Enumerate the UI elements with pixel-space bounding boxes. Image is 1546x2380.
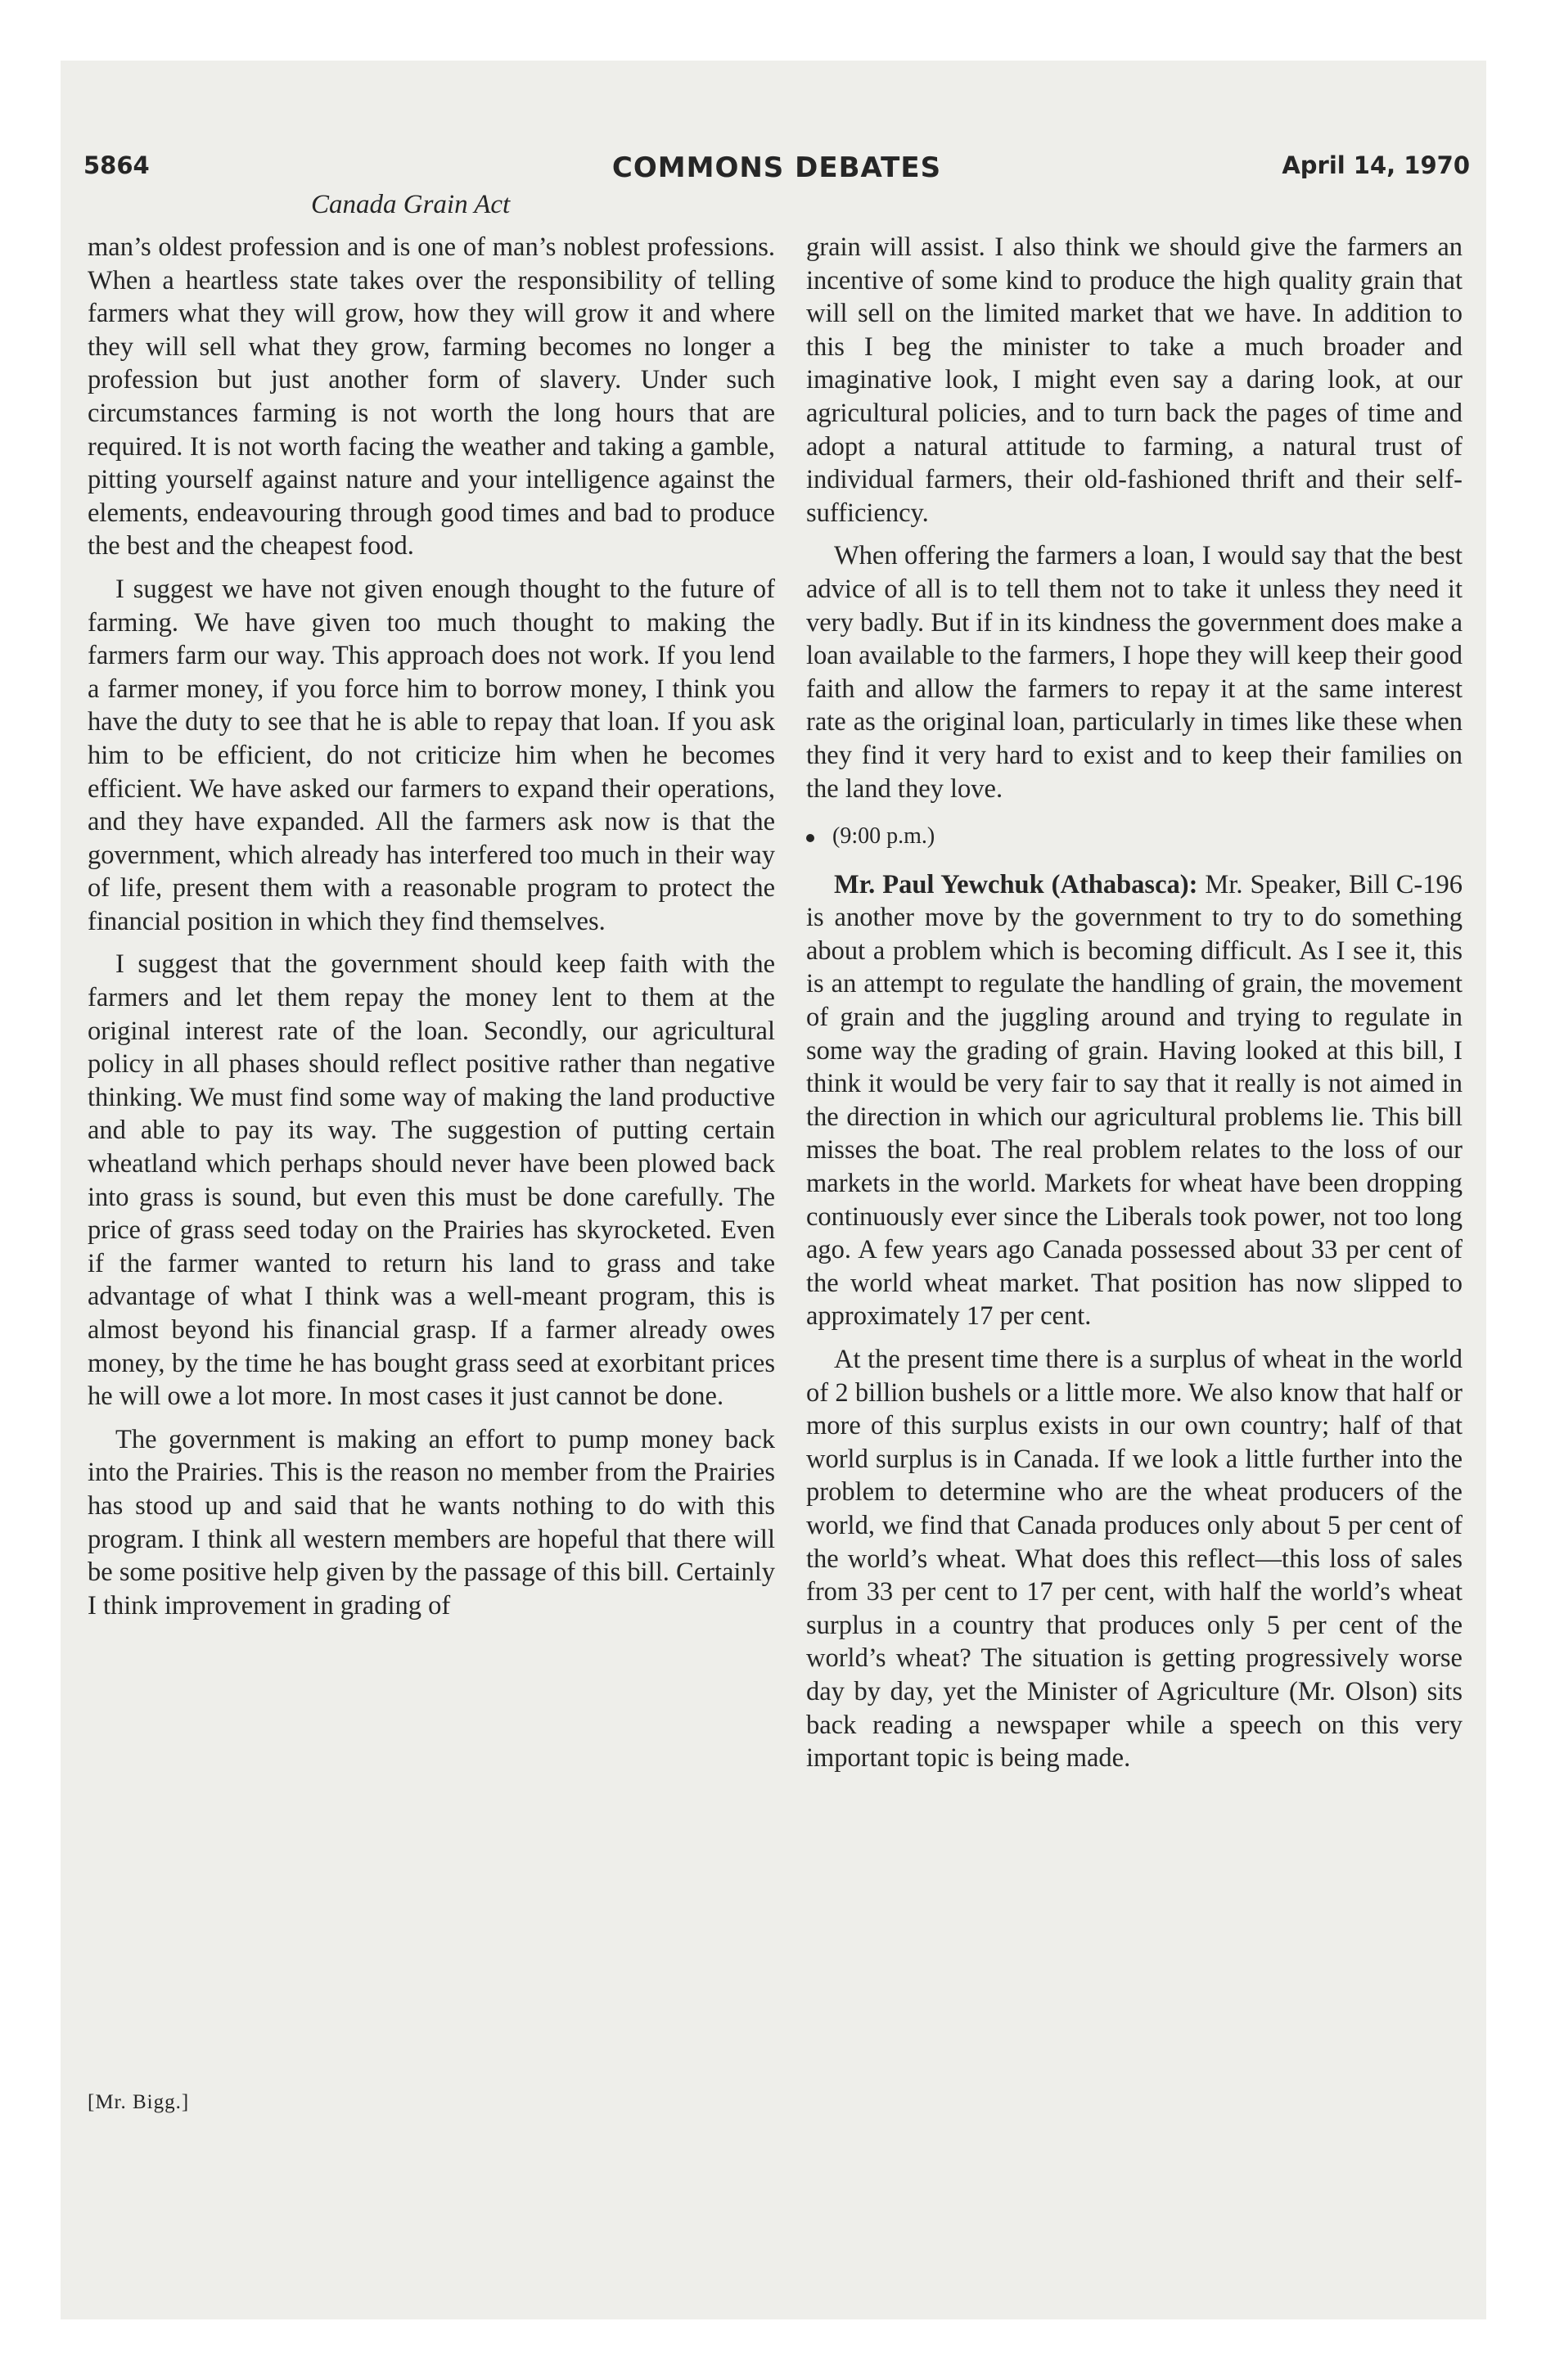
bullet-icon [806, 834, 814, 842]
section-title: Canada Grain Act [311, 190, 511, 219]
time-stamp [806, 820, 1463, 854]
paragraph: When offering the farmers a loan, I would say that the best advice of all is to tell them not to take it unless they need it very badly. But if in its kindness the government does make a loan available to the farmers, I hope they will keep their good faith and allow the farmers to repay it at the same interest rate as the original loan, particularly in times like these when they find it very hard to exist and to keep their families on the land they love. [806, 541, 1463, 804]
paragraph: I suggest that the government should keep faith with the farmers and let them repay the money lent to them at the original interest rate of the loan. Secondly, our agricultural policy in all phases should reflect positive rather than negative thinking. We must find some way of making the land productive and able to pay its way. The suggestion of putting certain wheatland which perhaps should never have been plowed back into grass is sound, but even this must be done carefully. The price of grass seed today on the Prairies has skyrocketed. Even if the farmer wanted to return his land to grass and take advantage of what I think was a well-meant program, this is almost beyond his financial grasp. If a farmer already owes money, by the time he has bought grass seed at exorbitant prices he will owe a lot more. In most cases it just cannot be done. [88, 949, 775, 1412]
paragraph: I suggest we have not given enough thought to the future of farming. We have given too much thought to making the farmers farm our way. This approach does not work. If you lend a farmer money, if you force him to borrow money, I think you have the duty to see that he is able to repay that loan. If you ask him to be efficient, do not criticize him when he becomes efficient. We have asked our farmers to expand their operations, and they have expanded. All the farmers ask now is that the government, which already has interfered too much in their way of life, present them with a reasonable program to protect the financial position in which they find themselves. [88, 574, 775, 936]
time-stamp-text: (9:00 p.m.) [832, 823, 935, 850]
journal-title: COMMONS DEBATES [611, 151, 942, 184]
issue-date: April 14, 1970 [1282, 151, 1470, 179]
right-column [806, 231, 1463, 1775]
speech-text: Mr. Speaker, Bill C-196 is another move by the government to try to do something about a problem which is becoming difficult. As I see it, this is an attempt to regulate the handling of grain, the movement of grain and the juggling around and trying to regulate in some way the grading of grain. Having looked at this bill, I think it would be very fair to say that it really is not aimed in the direction in which our agricultural problems lie. This bill misses the boat. The real problem relates to the loss of our markets in the world. Markets for wheat have been dropping continuously ever since the Liberals took power, not too long ago. A few years ago Canada possessed about 33 per cent of the world wheat market. That position has now slipped to approximately 17 per cent. [806, 869, 1463, 1332]
left-column [88, 231, 775, 1622]
paragraph: man’s oldest profession and is one of man’s noblest professions. When a heartless state takes over the responsibility of telling farmers what they will grow, how they will grow it and where they will sell what they grow, farming becomes no longer a profession but just another form of slavery. Under such circumstances farming is not worth the long hours that are required. It is not worth facing the weather and taking a gamble, pitting yourself against nature and your intelligence against the elements, endeavouring through good times and bad to produce the best and the cheapest food. [88, 232, 775, 561]
speaker-attribution: [Mr. Bigg.] [88, 2091, 190, 2113]
paragraph: grain will assist. I also think we should give the farmers an incentive of some kind to produce the high quality grain that will sell on the limited market that we have. In addition to this I beg the minister to take a much broader and imaginative look, I might even say a daring look, at our agricultural policies, and to turn back the pages of time and adopt a natural attitude to farming, a natural trust of individual farmers, their old-fashioned thrift and their self-sufficiency. [806, 232, 1463, 528]
speech-paragraph [806, 868, 1463, 1333]
page-number: 5864 [83, 151, 150, 179]
paragraph: At the present time there is a surplus of wheat in the world of 2 billion bushels or a little more. We also know that half or more of this surplus exists in our own country; half of that world surplus is in Canada. If we look a little further into the problem to determine who are the wheat producers of the world, we find that Canada produces only about 5 per cent of the world’s wheat. What does this reflect—this loss of sales from 33 per cent to 17 per cent, with half the world’s wheat surplus in a country that produces only 5 per cent of the world’s wheat? The situation is getting progressively worse day by day, yet the Minister of Agriculture (Mr. Olson) sits back reading a newspaper while a speech on this very important topic is being made. [806, 1345, 1463, 1774]
paragraph: The government is making an effort to pump money back into the Prairies. This is the reason no member from the Prairies has stood up and said that he wants nothing to do with this program. I think all western members are hopeful that there will be some positive help given by the passage of this bill. Certainly I think improvement in grading of [88, 1424, 775, 1620]
speaker-name: Mr. Paul Yewchuk (Athabasca): [834, 869, 1198, 899]
running-head [83, 151, 1470, 192]
